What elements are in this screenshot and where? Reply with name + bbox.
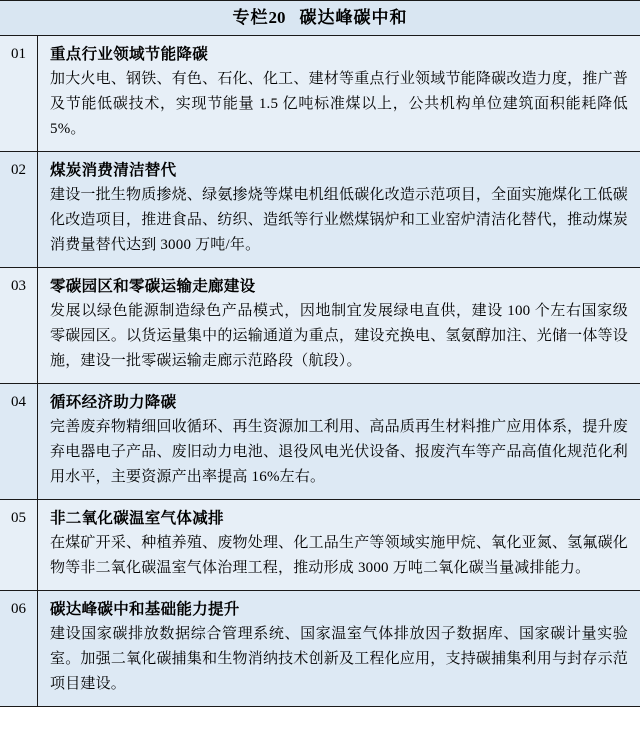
row-content [38, 384, 640, 499]
row-content [38, 591, 640, 706]
table-row [0, 268, 640, 384]
row-number: 05 [0, 500, 38, 590]
box-number: 20 [268, 8, 286, 27]
row-heading: 碳达峰碳中和基础能力提升 [50, 601, 240, 618]
row-body: 在煤矿开采、种植养殖、废物处理、化工品生产等领域实施甲烷、氧化亚氮、氢氟碳化物等非二氧化碳温室气体治理工程，推动形成 3000 万吨二氧化碳当量减排能力。 [50, 535, 628, 576]
box-title [0, 0, 640, 36]
table-row [0, 152, 640, 268]
row-heading: 循环经济助力降碳 [50, 394, 177, 411]
row-number: 03 [0, 268, 38, 383]
row-heading: 煤炭消费清洁替代 [50, 162, 177, 179]
row-content [38, 500, 640, 590]
row-body: 建设一批生物质掺烧、绿氨掺烧等煤电机组低碳化改造示范项目，全面实施煤化工低碳化改造项目，推进食品、纺织、造纸等行业燃煤锅炉和工业窑炉清洁化替代，推动煤炭消费量替代达到 3000 万吨/年。 [50, 187, 628, 253]
box-title-text: 碳达峰碳中和 [299, 8, 408, 27]
table-row [0, 36, 640, 152]
row-heading: 重点行业领域节能降碳 [50, 46, 209, 63]
table-row [0, 591, 640, 707]
items-table [0, 36, 640, 749]
row-body: 建设国家碳排放数据综合管理系统、国家温室气体排放因子数据库、国家碳计量实验室。加强二氧化碳捕集和生物消纳技术创新及工程化应用，支持碳捕集利用与封存示范项目建设。 [50, 626, 628, 692]
row-number: 02 [0, 152, 38, 267]
row-content [38, 268, 640, 383]
table-row [0, 500, 640, 591]
row-body: 发展以绿色能源制造绿色产品模式，因地制宜发展绿电直供，建设 100 个左右国家级零碳园区。以货运量集中的运输通道为重点，建设充换电、氢氨醇加注、光储一体等设施，建设一批零碳运输走廊示范路段（航段）。 [50, 303, 628, 369]
row-number: 06 [0, 591, 38, 706]
row-content [38, 152, 640, 267]
box-label: 专栏 [232, 8, 269, 27]
row-number: 01 [0, 36, 38, 151]
row-heading: 零碳园区和零碳运输走廊建设 [50, 278, 256, 295]
row-number: 04 [0, 384, 38, 499]
row-body: 加大火电、钢铁、有色、石化、化工、建材等重点行业领域节能降碳改造力度，推广普及节能低碳技术，实现节能量 1.5 亿吨标准煤以上，公共机构单位建筑面积能耗降低 5%。 [50, 71, 628, 137]
row-content [38, 36, 640, 151]
row-body: 完善废弃物精细回收循环、再生资源加工利用、高品质再生材料推广应用体系，提升废弃电器电子产品、废旧动力电池、退役风电光伏设备、报废汽车等产品高值化规范化利用水平，主要资源产出率提高 16%左右。 [50, 419, 628, 485]
row-heading: 非二氧化碳温室气体减排 [50, 510, 224, 527]
table-row [0, 384, 640, 500]
